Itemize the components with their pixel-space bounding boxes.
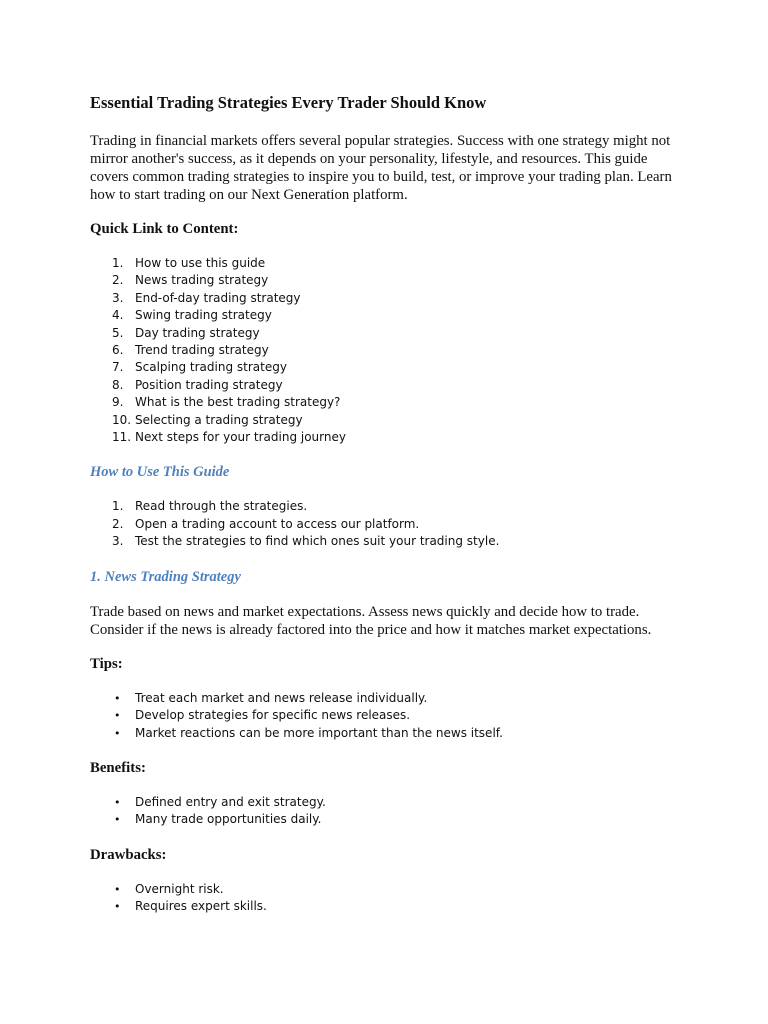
how-to-use-list (90, 498, 680, 550)
list-item: 3. End-of-day trading strategy (112, 290, 301, 305)
intro-paragraph: Trading in financial markets offers several popular strategies. Success with one strategy might not mirror another's success, as it depends on your personality, lifestyle, and resources. This guide covers common trading strategies to inspire you to build, test, or improve your trading plan. Learn how to start trading on our Next Generation platform. (90, 133, 672, 203)
bullet-icon: • (114, 882, 121, 896)
drawbacks-list (90, 881, 680, 916)
list-item: 3. Test the strategies to find which ones suit your trading style. (112, 534, 500, 549)
quick-link-list (90, 255, 680, 446)
bullet-icon: • (114, 709, 121, 723)
list-item: 9. What is the best trading strategy? (112, 395, 341, 410)
bullet-icon: • (114, 726, 121, 740)
list-item: • Market reactions can be more important than the news itself. (90, 725, 680, 742)
list-item: 2. Open a trading account to access our platform. (112, 516, 420, 531)
list-item: • Treat each market and news release individually. (90, 690, 680, 707)
news-strategy-paragraph: Trade based on news and market expectations. Assess news quickly and decide how to trade. Consider if the news is already factored into the price and how it matches market expectations. (90, 603, 652, 638)
list-item: 7. Scalping trading strategy (112, 360, 287, 375)
list-item: • Requires expert skills. (90, 898, 680, 915)
list-item: 10. Selecting a trading strategy (112, 412, 303, 427)
benefits-list (90, 794, 680, 829)
bullet-icon: • (114, 691, 121, 705)
document-page (90, 92, 680, 916)
list-item: • Defined entry and exit strategy. (90, 794, 680, 811)
list-item: 1. Read through the strategies. (112, 499, 308, 514)
list-item: 5. Day trading strategy (112, 325, 260, 340)
list-item: 8. Position trading strategy (112, 377, 283, 392)
list-item: 11. Next steps for your trading journey (112, 430, 346, 445)
bullet-icon: • (114, 813, 121, 827)
bullet-icon: • (114, 900, 121, 914)
how-to-use-heading: How to Use This Guide (90, 464, 230, 481)
tips-heading: Tips: (90, 655, 123, 672)
benefits-heading: Benefits: (90, 759, 146, 776)
list-item: • Overnight risk. (90, 881, 680, 898)
drawbacks-heading: Drawbacks: (90, 846, 167, 863)
tips-list (90, 690, 680, 742)
quick-link-heading: Quick Link to Content: (90, 221, 239, 237)
news-strategy-heading: 1. News Trading Strategy (90, 568, 241, 585)
list-item: 4. Swing trading strategy (112, 308, 272, 323)
list-item: • Many trade opportunities daily. (90, 811, 680, 828)
list-item: • Develop strategies for specific news releases. (90, 707, 680, 724)
bullet-icon: • (114, 795, 121, 809)
list-item: 6. Trend trading strategy (112, 343, 269, 358)
list-item: 2. News trading strategy (112, 273, 269, 288)
list-item: 1. How to use this guide (112, 256, 266, 270)
document-title: Essential Trading Strategies Every Trader Should Know (90, 93, 487, 112)
